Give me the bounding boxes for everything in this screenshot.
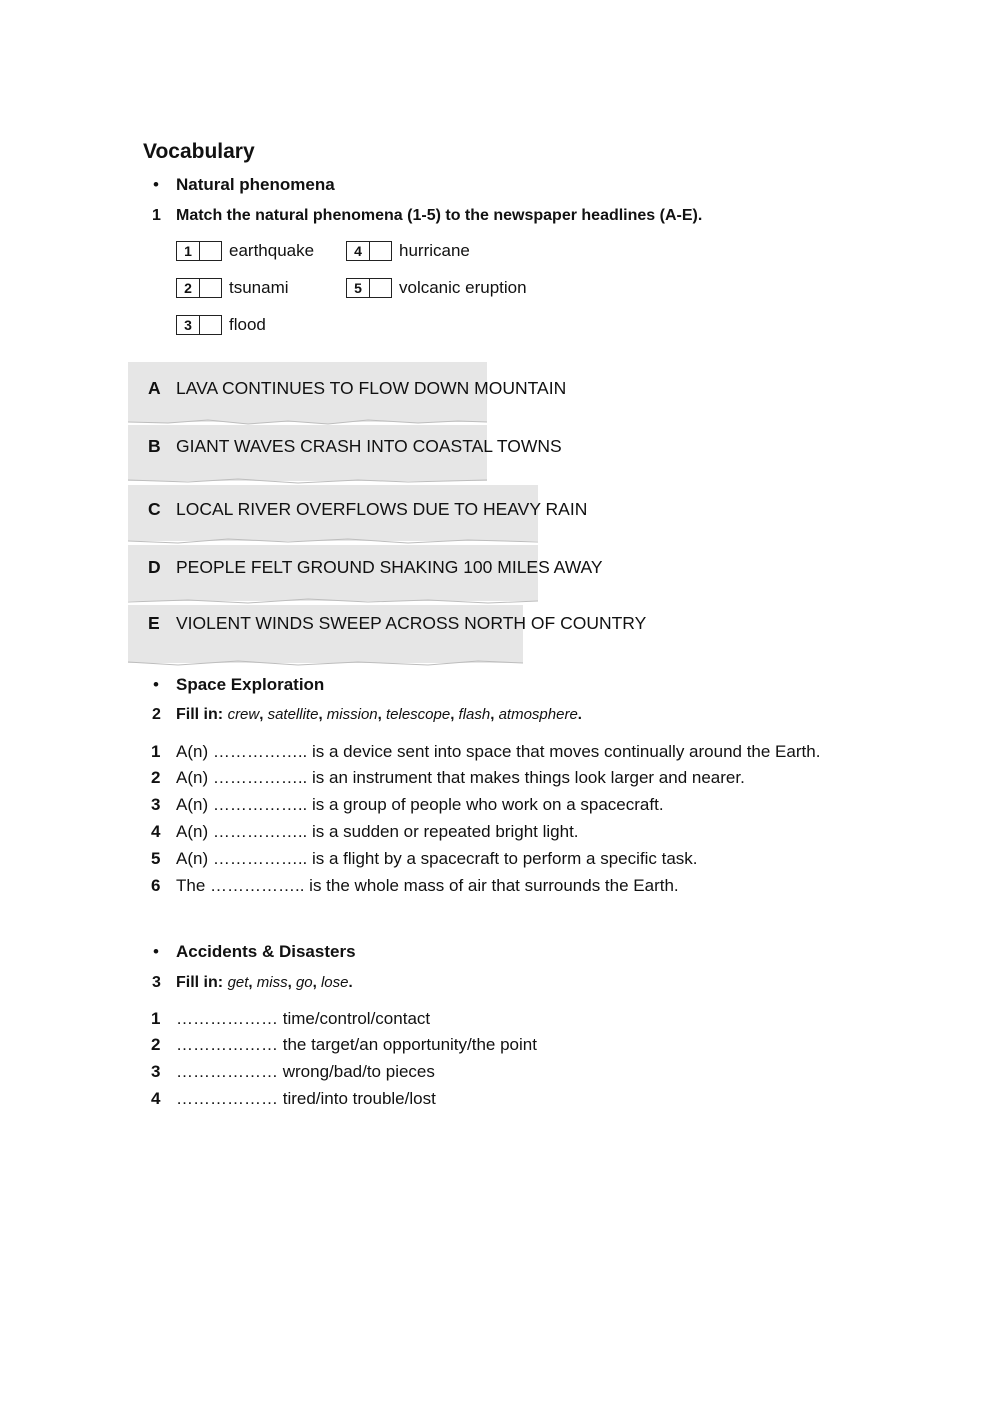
headline-b: B GIANT WAVES CRASH INTO COASTAL TOWNS bbox=[148, 436, 562, 456]
match-answer-box[interactable]: 4 bbox=[346, 241, 392, 261]
section-heading-accidents-disasters: •Accidents & Disasters bbox=[176, 942, 356, 962]
bullet-icon bbox=[153, 675, 176, 695]
question-item: 1 A(n) …………….. is a device sent into space that moves continually around the Earth. bbox=[151, 742, 821, 761]
headline-d: D PEOPLE FELT GROUND SHAKING 100 MILES AWAY bbox=[148, 557, 603, 577]
headline-c: C LOCAL RIVER OVERFLOWS DUE TO HEAVY RAIN bbox=[148, 499, 588, 519]
match-item: 3 flood bbox=[176, 315, 266, 335]
match-answer-box[interactable]: 2 bbox=[176, 278, 222, 298]
question-item: 1 ……………… time/control/contact bbox=[151, 1009, 431, 1028]
bullet-icon bbox=[153, 942, 176, 962]
section-heading-space-exploration: •Space Exploration bbox=[176, 675, 324, 695]
question-item: 6 The …………….. is the whole mass of air that surrounds the Earth. bbox=[151, 876, 679, 895]
question-item: 3 ……………… wrong/bad/to pieces bbox=[151, 1062, 435, 1081]
page-title: Vocabulary bbox=[143, 140, 255, 163]
match-answer-box[interactable]: 3 bbox=[176, 315, 222, 335]
word-bank: get, miss, go, lose. bbox=[227, 974, 353, 991]
word-bank: crew, satellite, mission, telescope, flash, atmosphere. bbox=[227, 706, 582, 723]
match-answer-box[interactable]: 5 bbox=[346, 278, 392, 298]
headline-e: E VIOLENT WINDS SWEEP ACROSS NORTH OF COUNTRY bbox=[148, 613, 647, 633]
match-item: 2 tsunami bbox=[176, 278, 289, 298]
instruction-2: 2 Fill in: crew, satellite, mission, telescope, flash, atmosphere. bbox=[152, 706, 582, 723]
instruction-1: 1 Match the natural phenomena (1-5) to the newspaper headlines (A-E). bbox=[152, 207, 703, 224]
match-item: 5 volcanic eruption bbox=[346, 278, 527, 298]
question-item: 3 A(n) …………….. is a group of people who work on a spacecraft. bbox=[151, 795, 664, 814]
bullet-icon bbox=[153, 175, 176, 195]
match-answer-box[interactable]: 1 bbox=[176, 241, 222, 261]
question-item: 4 ……………… tired/into trouble/lost bbox=[151, 1089, 436, 1108]
headline-a: A LAVA CONTINUES TO FLOW DOWN MOUNTAIN bbox=[148, 378, 567, 398]
match-item: 4 hurricane bbox=[346, 241, 470, 261]
question-item: 2 A(n) …………….. is an instrument that makes things look larger and nearer. bbox=[151, 768, 745, 787]
match-item: 1 earthquake bbox=[176, 241, 314, 261]
question-item: 2 ……………… the target/an opportunity/the point bbox=[151, 1035, 537, 1054]
question-item: 4 A(n) …………….. is a sudden or repeated bright light. bbox=[151, 822, 579, 841]
question-item: 5 A(n) …………….. is a flight by a spacecraft to perform a specific task. bbox=[151, 849, 698, 868]
instruction-3: 3 Fill in: get, miss, go, lose. bbox=[152, 974, 353, 991]
section-heading-natural-phenomena: •Natural phenomena bbox=[176, 175, 335, 195]
